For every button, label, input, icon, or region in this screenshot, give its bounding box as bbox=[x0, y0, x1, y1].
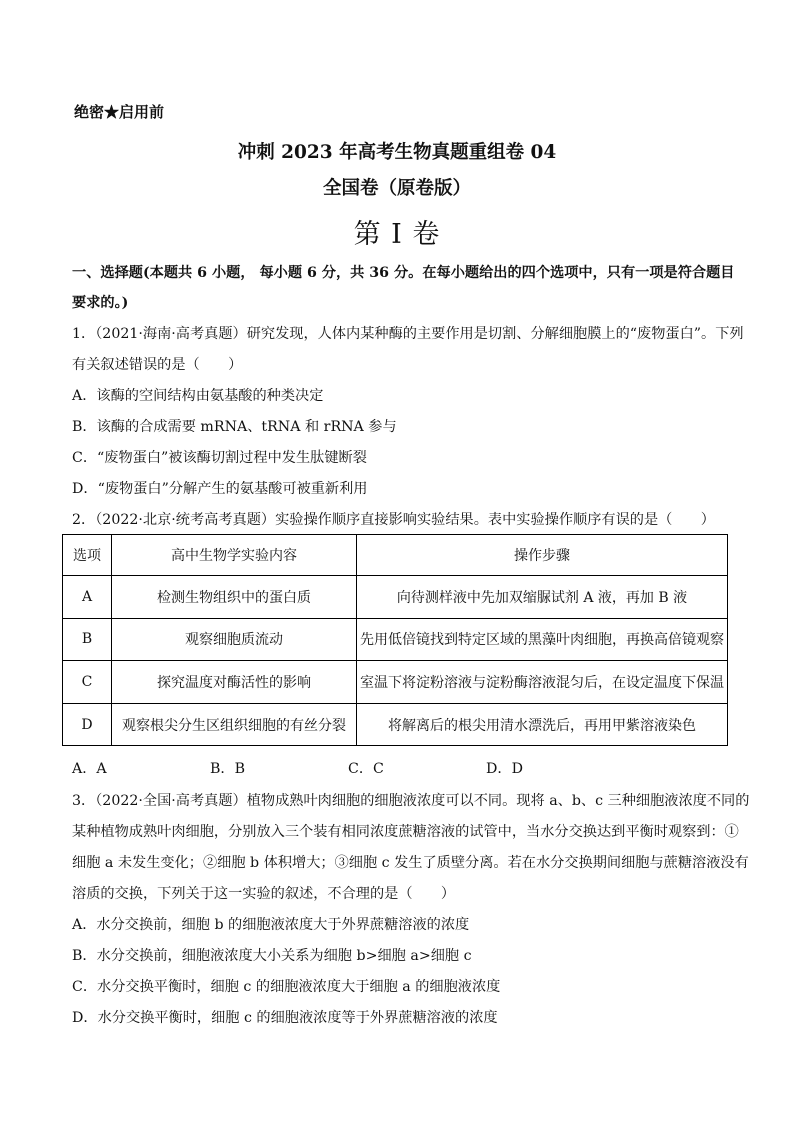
q2-option-c: C．C bbox=[348, 761, 384, 777]
experiment-table bbox=[62, 534, 728, 746]
table-row bbox=[63, 618, 728, 661]
q3-option-b: B．水分交换前，细胞液浓度大小关系为细胞 b>细胞 a>细胞 c bbox=[72, 948, 472, 964]
table-cell: 将解离后的根尖用清水漂洗后，再用甲紫溶液染色 bbox=[357, 703, 728, 746]
section-intro-line2: 要求的。) bbox=[72, 295, 129, 311]
q1-stem-line1: 1．（2021·海南·高考真题）研究发现，人体内某种酶的主要作用是切割、分解细胞膜上的“废物蛋白”。下列 bbox=[72, 326, 744, 342]
table-cell: 室温下将淀粉溶液与淀粉酶溶液混匀后，在设定温度下保温 bbox=[357, 661, 728, 704]
table-cell: 先用低倍镜找到特定区域的黑藻叶肉细胞，再换高倍镜观察 bbox=[357, 618, 728, 661]
volume-title: 第 I 卷 bbox=[353, 219, 441, 250]
table-cell: 观察根尖分生区组织细胞的有丝分裂 bbox=[112, 703, 357, 746]
q3-stem-line2: 某种植物成熟叶肉细胞，分别放入三个装有相同浓度蔗糖溶液的试管中，当水分交换达到平衡时观察到：① bbox=[72, 824, 739, 840]
q2-option-d: D．D bbox=[486, 761, 523, 777]
q3-option-a: A．水分交换前，细胞 b 的细胞液浓度大于外界蔗糖溶液的浓度 bbox=[72, 917, 470, 933]
table-cell: 观察细胞质流动 bbox=[112, 618, 357, 661]
table-row bbox=[63, 661, 728, 704]
q1-option-c: C．“废物蛋白”被该酶切割过程中发生肽键断裂 bbox=[72, 450, 367, 466]
q3-option-d: D．水分交换平衡时，细胞 c 的细胞液浓度等于外界蔗糖溶液的浓度 bbox=[72, 1010, 498, 1026]
q3-stem-line4: 溶质的交换，下列关于这一实验的叙述，不合理的是（ ） bbox=[72, 886, 456, 902]
table-cell: 向待测样液中先加双缩脲试剂 A 液，再加 B 液 bbox=[357, 576, 728, 619]
q1-stem-line2: 有关叙述错误的是（ ） bbox=[72, 357, 243, 373]
table-header-cell: 选项 bbox=[63, 535, 112, 576]
q2-option-a: A．A bbox=[72, 761, 107, 777]
table-header-row bbox=[63, 535, 728, 576]
table-cell: 探究温度对酶活性的影响 bbox=[112, 661, 357, 704]
table-cell: C bbox=[63, 661, 112, 704]
table-header-cell: 操作步骤 bbox=[357, 535, 728, 576]
q3-option-c: C．水分交换平衡时，细胞 c 的细胞液浓度大于细胞 a 的细胞液浓度 bbox=[72, 979, 501, 995]
table-row bbox=[63, 703, 728, 746]
table-cell: D bbox=[63, 703, 112, 746]
table-cell: A bbox=[63, 576, 112, 619]
exam-subtitle: 全国卷（原卷版） bbox=[322, 178, 471, 199]
q1-option-a: A．该酶的空间结构由氨基酸的种类决定 bbox=[72, 388, 324, 404]
table-cell: 检测生物组织中的蛋白质 bbox=[112, 576, 357, 619]
q2-stem: 2．（2022·北京·统考高考真题）实验操作顺序直接影响实验结果。表中实验操作顺序有误的是（ ） bbox=[72, 512, 715, 528]
q1-option-d: D．“废物蛋白”分解产生的氨基酸可被重新利用 bbox=[72, 481, 368, 497]
table-row bbox=[63, 576, 728, 619]
secret-label: 绝密★启用前 bbox=[74, 103, 165, 121]
q3-stem-line3: 细胞 a 未发生变化；②细胞 b 体积增大；③细胞 c 发生了质壁分离。若在水分交换期间细胞与蔗糖溶液没有 bbox=[72, 855, 749, 871]
q3-stem-line1: 3．（2022·全国·高考真题）植物成熟叶肉细胞的细胞液浓度可以不同。现将 a、b、c 三种细胞液浓度不同的 bbox=[72, 793, 750, 809]
q1-option-b: B．该酶的合成需要 mRNA、tRNA 和 rRNA 参与 bbox=[72, 419, 397, 435]
table-header-cell: 高中生物学实验内容 bbox=[112, 535, 357, 576]
exam-title: 冲刺 2023 年高考生物真题重组卷 04 bbox=[237, 142, 557, 163]
table-cell: B bbox=[63, 618, 112, 661]
section-intro-line1: 一、选择题(本题共 6 小题， 每小题 6 分，共 36 分。在每小题给出的四个选项中，只有一项是符合题目 bbox=[72, 265, 735, 281]
q2-option-b: B．B bbox=[210, 761, 246, 777]
